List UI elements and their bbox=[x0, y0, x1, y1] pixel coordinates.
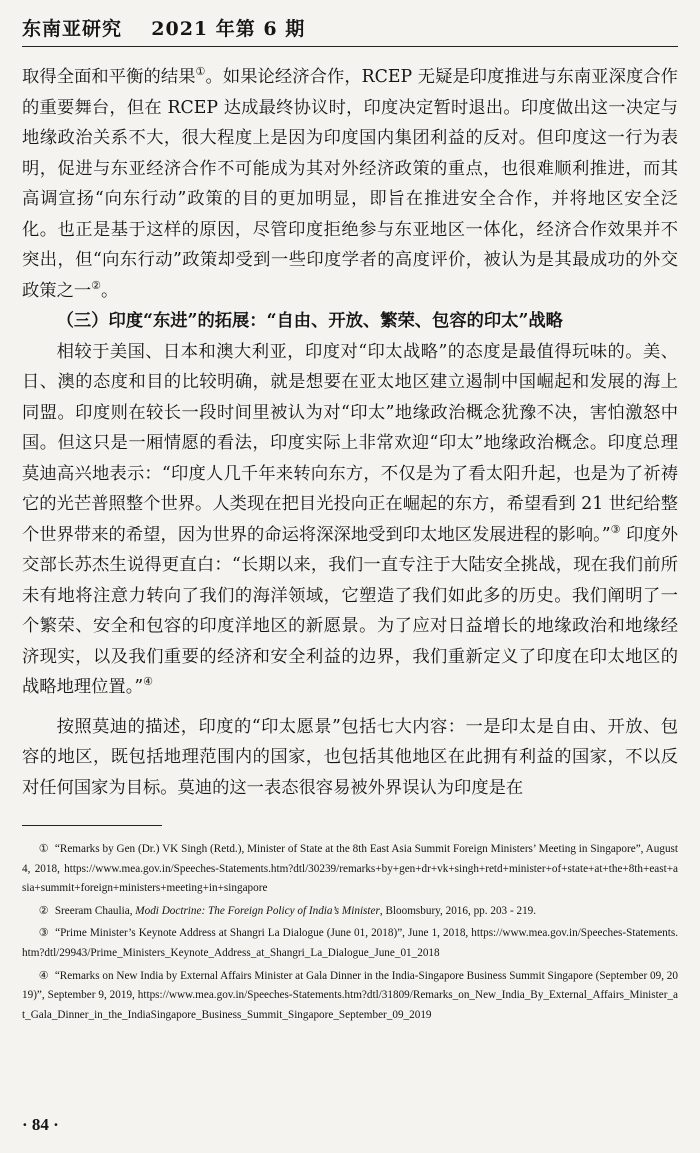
footnote-separator bbox=[22, 825, 162, 826]
section-heading: （三）印度“东进”的拓展：“自由、开放、繁荣、包容的印太”战略 bbox=[56, 311, 563, 331]
article-body bbox=[22, 62, 678, 803]
footnote-ref-2[interactable]: ② bbox=[91, 278, 102, 292]
issue-label: 2021 年第 6 期 bbox=[151, 18, 306, 40]
footnote-1: ① “Remarks by Gen (Dr.) VK Singh (Retd.), Minister of State at the 8th East Asia Summit Foreign Ministers’ Meeting in Singapore”, August 4, 2018, https://www.mea.gov.in/Speeches-Statements.htm?dtl/30239/remarks+by+gen+dr+vk+singh+retd+minister+of+state+at+the+8th+east+asia+summit+foreign+ministers+meeting+in+singapore bbox=[22, 843, 679, 895]
footnote-4: ④ “Remarks on New India by External Affairs Minister at Gala Dinner in the India-Singapore Business Summit Singapore (September 09, 2019)”, September 9, 2019, https://www.mea.gov.in/Speeches-Statements.htm?dtl/31809/Remarks_on_New_India_By_External_Affairs_Minister_at_Gala_Dinner_in_the_IndiaSingapore_Business_Summit_Singapore_September_09_2019 bbox=[22, 969, 678, 1021]
journal-name: 东南亚研究 bbox=[22, 18, 123, 40]
book-title: Modi Doctrine: The Foreign Policy of India’s Minister bbox=[135, 904, 380, 917]
footnotes bbox=[22, 840, 678, 1028]
footnote-ref-3[interactable]: ③ bbox=[610, 522, 621, 536]
paragraph-2: 相较于美国、日本和澳大利亚，印度对“印太战略”的态度是最值得玩味的。美、日、澳的态度和目的比较明确，就是想要在亚太地区建立遏制中国崛起和发展的海上同盟。印度则在较长一段时间里被认为对“印太”地缘政治概念犹豫不决，害怕激怒中国。但这只是一厢情愿的看法，印度实际上非常欢迎“印太”地缘政治概念。印度总理莫迪高兴地表示：“印度人几千年来转向东方，不仅是为了看太阳升起，也是为了祈祷它的光芒普照整个世界。人类现在把目光投向正在崛起的东方，希望看到 21 世纪给整个世界带来的希望，因为世界的命运将深深地受到印太地区发展进程的影响。”③ 印度外交部长苏杰生说得更直白：“长期以来，我们一直专注于大陆安全挑战，现在我们前所未有地将注意力转向了我们的海洋领域，它塑造了我们如此多的历史。我们阐明了一个繁荣、安全和包容的印度洋地区的新愿景。为了应对日益增长的地缘政治和地缘经济现实，以及我们重要的经济和安全利益的边界，我们重新定义了印度在印太地区的战略地理位置。”④ bbox=[22, 341, 678, 697]
paragraph-1: 取得全面和平衡的结果①。如果论经济合作，RCEP 无疑是印度推进与东南亚深度合作的重要舞台，但在 RCEP 达成最终协议时，印度决定暂时退出。印度做出这一决定与地缘政治关系不大，很大程度上是因为印度国内集团利益的反对。但印度这一行为表明，促进与东亚经济合作不可能成为其对外经济政策的重点，也很难顺利推进，而其高调宣扬“向东行动”政策的目的更加明显，即旨在推进安全合作，并将地区安全泛化。也正是基于这样的原因，尽管印度拒绝参与东亚地区一体化，经济合作效果并不突出，但“向东行动”政策却受到一些印度学者的高度评价，被认为是其最成功的外交政策之一②。 bbox=[22, 65, 678, 301]
running-header bbox=[22, 14, 678, 48]
footnote-3: ③ “Prime Minister’s Keynote Address at Shangri La Dialogue (June 01, 2018)”, June 1, 2018, https://www.mea.gov.in/Speeches-Statements.htm?dtl/29943/Prime_Ministers_Keynote_Address_at_Shangri_La_Dialogue_June_01_2018 bbox=[22, 927, 679, 959]
paragraph-3: 按照莫迪的描述，印度的“印太愿景”包括七大内容：一是印太是自由、开放、包容的地区，既包括地理范围内的国家，也包括其他地区在此拥有利益的国家，不以反对任何国家为目标。莫迪的这一表态很容易被外界误认为印度是在 bbox=[22, 716, 678, 798]
footnote-2: ② Sreeram Chaulia, Modi Doctrine: The Foreign Policy of India’s Minister, Bloomsbury, 2016, pp. 203 - 219. bbox=[38, 904, 537, 917]
footnote-ref-1[interactable]: ① bbox=[195, 65, 206, 79]
footnote-ref-4[interactable]: ④ bbox=[143, 675, 154, 689]
header-rule bbox=[22, 46, 678, 47]
page-number: · 84 · bbox=[22, 1115, 59, 1134]
